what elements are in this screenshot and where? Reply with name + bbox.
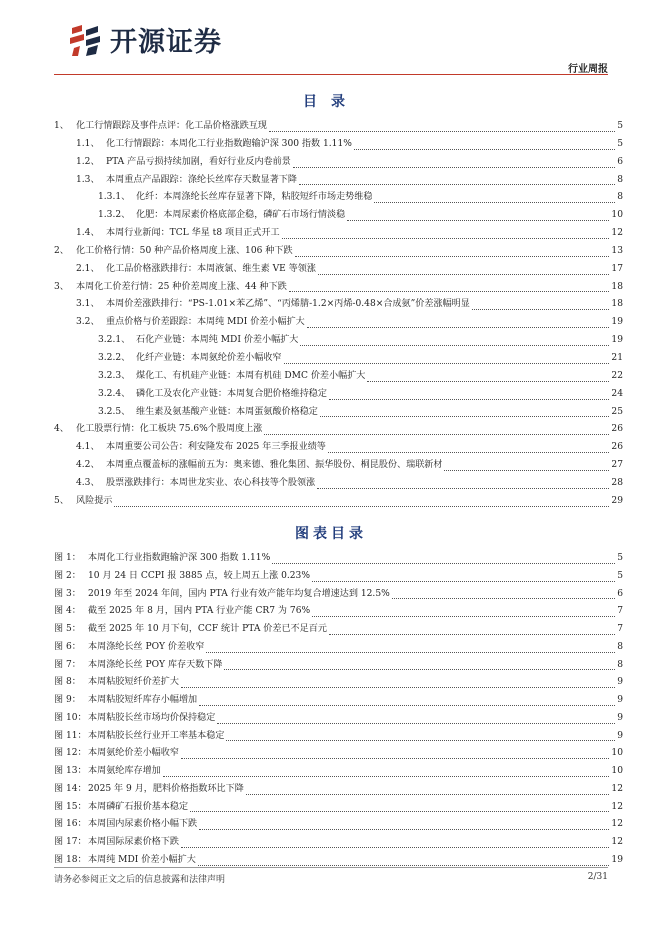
toc-entry-text: 本周重要公司公告：利安隆发布 2025 年三季报业绩等 [106,442,326,453]
figure-entry-text: 截至 2025 年 8 月，国内 PTA 行业产能 CR7 为 76% [88,606,311,617]
toc-entry-text: 重点价格与价差跟踪：本周纯 MDI 价差小幅扩大 [106,317,305,328]
toc-entry-text: 化工股票行情：化工板块 75.6%个股周度上涨 [76,424,263,435]
toc-entry-page: 5 [617,138,623,149]
figure-entry-page: 5 [617,553,623,563]
toc-entry[interactable] [54,243,623,261]
figure-entry-page: 10 [611,748,623,759]
figure-entry-page: 8 [617,641,623,652]
figure-entry-leader [206,652,615,653]
figure-entry[interactable] [54,674,623,692]
toc-entry-page: 21 [611,352,623,363]
figure-entry[interactable] [54,621,623,639]
toc-entry-text: 化纤产业链：本周氨纶价差小幅收窄 [136,352,282,363]
figure-entry-text: 本周涤纶长丝 POY 价差收窄 [88,641,205,652]
figure-entry-text: 本周氨纶库存增加 [88,766,161,777]
toc-entry[interactable] [54,154,623,172]
figure-entry-text: 本周氨纶价差小幅收窄 [88,748,179,759]
figure-index-list [54,550,623,870]
toc-entry-number: 3.2.2、 [98,352,131,363]
figure-entry-text: 本周化工行业指数跑输沪深 300 指数 1.11% [88,553,271,563]
figure-entry-number: 图 9： [54,695,81,706]
figure-entry-number: 图 10： [54,712,87,723]
figure-entry-number: 图 4： [54,606,81,617]
brand-logo [68,20,222,59]
figure-entry[interactable] [54,586,623,604]
toc-entry-page: 13 [611,245,623,256]
toc-entry[interactable] [54,296,623,314]
toc-entry-page: 26 [611,424,623,435]
toc-entry[interactable] [54,332,623,350]
toc-entry-page: 24 [611,388,623,399]
toc-entry-text: 本周重点覆盖标的涨幅前五为：奥来德、雅化集团、振华股份、桐昆股份、瑞联新材 [106,460,443,471]
figure-entry-text: 本周涤纶长丝 POY 库存天数下降 [88,659,223,670]
toc-entry-number: 3.2.5、 [98,406,131,417]
toc-entry-leader [472,309,610,310]
toc-entry[interactable] [54,457,623,475]
figure-entry-leader [181,847,609,848]
figure-entry-page: 9 [617,677,623,688]
toc-entry-text: 本周化工价差行情：25 种价差周度上涨、44 种下跌 [76,281,287,292]
figure-entry[interactable] [54,603,623,621]
toc-entry[interactable] [54,439,623,457]
toc-entry-page: 6 [617,156,623,167]
toc-entry-text: 磷化工及农化产业链：本周复合肥价格维持稳定 [136,388,327,399]
figure-entry-number: 图 8： [54,677,81,688]
figure-entry-page: 9 [617,730,623,741]
toc-entry-leader [264,434,609,435]
toc-entry-number: 1.3.2、 [98,210,131,221]
figure-entry[interactable] [54,728,623,746]
figure-entry-text: 本周磷矿石报价基本稳定 [88,801,189,812]
toc-list [54,118,623,511]
toc-entry-page: 10 [611,210,623,221]
figure-entry-page: 7 [617,606,623,617]
toc-entry-page: 28 [611,477,623,488]
page-number: 2/31 [587,872,608,882]
figure-entry[interactable] [54,692,623,710]
toc-entry-text: 本周价差涨跌排行：“PS-1.01×苯乙烯”、“丙烯腈-1.2×丙烯-0.48×合成氨”价差涨幅明显 [106,299,470,310]
figure-entry-number: 图 16： [54,819,87,830]
toc-entry-leader [374,202,615,203]
toc-entry-leader [299,184,615,185]
toc-entry-number: 3.2、 [76,317,100,328]
figure-entry-page: 12 [611,819,623,830]
figure-entry-number: 图 15： [54,801,87,812]
figure-entry[interactable] [54,550,623,568]
figure-entry[interactable] [54,745,623,763]
toc-entry-page: 27 [611,460,623,471]
toc-entry[interactable] [54,279,623,297]
figure-entry-leader [312,581,615,582]
toc-entry-number: 3.2.1、 [98,335,131,346]
toc-entry-leader [329,399,609,400]
figure-entry-number: 图 11： [54,730,87,741]
footer-divider [54,867,608,868]
figure-entry-number: 图 14： [54,783,87,794]
toc-entry[interactable] [54,207,623,225]
figure-entry-text: 本周粘胶长丝行业开工率基本稳定 [88,730,225,741]
figure-entry-leader [190,811,609,812]
toc-entry-text: 化肥：本周尿素价格底部企稳，磷矿石市场行情淡稳 [136,210,346,221]
figure-entry-text: 本周国际尿素价格下跌 [88,837,179,848]
toc-entry-page: 18 [611,281,623,292]
figure-entry-text: 10 月 24 日 CCPI 报 3885 点，较上周五上涨 0.23% [88,570,310,581]
figure-entry-text: 截至 2025 年 10 月下旬，CCF 统计 PTA 价差已不足百元 [88,624,327,635]
toc-entry-page: 25 [611,406,623,417]
toc-entry[interactable] [54,261,623,279]
figure-entry-text: 2025 年 9 月，肥料价格指数环比下降 [88,783,244,794]
figure-entry-number: 图 7： [54,659,81,670]
toc-entry[interactable] [54,368,623,386]
figure-entry-page: 19 [611,855,623,866]
figure-entry-number: 图 1： [54,553,81,563]
toc-entry-page: 5 [617,121,623,131]
toc-entry-leader [289,291,610,292]
toc-entry-leader [293,167,615,168]
figure-entry-page: 5 [617,570,623,581]
toc-entry-number: 3、 [54,281,69,292]
toc-entry-number: 4.2、 [76,460,100,471]
toc-entry[interactable] [54,118,623,136]
toc-entry-number: 1.4、 [76,228,100,239]
toc-entry[interactable] [54,172,623,190]
toc-entry-leader [114,506,609,507]
figure-entry-text: 本周粘胶短纤价差扩大 [88,677,179,688]
figure-entry-leader [198,865,610,866]
toc-entry-number: 1、 [54,121,69,131]
figure-entry-leader [217,723,615,724]
toc-entry[interactable] [54,386,623,404]
toc-entry-number: 5、 [54,495,69,506]
toc-entry-text: PTA 产品亏损持续加剧，看好行业反内卷前景 [106,156,291,167]
toc-entry-page: 19 [611,335,623,346]
toc-entry-number: 3.2.4、 [98,388,131,399]
toc-entry-text: 维生素及氨基酸产业链：本周蛋氨酸价格稳定 [136,406,318,417]
figure-entry-number: 图 5： [54,624,81,635]
figure-entry[interactable] [54,781,623,799]
figure-entry[interactable] [54,799,623,817]
toc-entry-page: 29 [611,495,623,506]
figure-entry-leader [312,616,615,617]
figure-entry-page: 9 [617,712,623,723]
figure-entry[interactable] [54,568,623,586]
toc-entry[interactable] [54,350,623,368]
figure-entry-number: 图 18： [54,855,87,866]
toc-entry-leader [347,220,609,221]
toc-entry[interactable] [54,314,623,332]
figure-entry[interactable] [54,834,623,852]
brand-name: 开源证券 [110,27,222,58]
figure-entry[interactable] [54,763,623,781]
toc-entry-page: 22 [611,370,623,381]
toc-entry-text: 化纤：本周涤纶长丝库存显著下降，粘胶短纤市场走势维稳 [136,192,373,203]
figure-entry-text: 本周粘胶长丝市场均价保持稳定 [88,712,216,723]
toc-entry[interactable] [54,225,623,243]
toc-entry-leader [444,470,609,471]
toc-entry-leader [367,381,609,382]
toc-entry-leader [320,416,610,417]
footer-disclaimer: 请务必参阅正文之后的信息披露和法律声明 [54,875,226,885]
header-divider [54,74,608,75]
figure-entry-leader [272,563,615,564]
figure-entry-text: 本周粘胶短纤库存小幅增加 [88,695,198,706]
figure-entry-page: 9 [617,695,623,706]
figure-entry-leader [246,794,610,795]
toc-entry-number: 1.2、 [76,156,100,167]
toc-entry[interactable] [54,136,623,154]
toc-entry-text: 化工品价格涨跌排行：本周液氯、维生素 VE 等领涨 [106,263,316,274]
figure-entry[interactable] [54,816,623,834]
figure-entry-page: 12 [611,837,623,848]
figure-entry-leader [163,776,610,777]
figure-entry-text: 2019 年至 2024 年间，国内 PTA 行业有效产能年均复合增速达到 12.5% [88,588,390,599]
toc-entry-number: 1.3.1、 [98,192,131,203]
toc-entry-number: 2、 [54,245,69,256]
figure-entry-leader [226,740,615,741]
figure-entry-page: 10 [611,766,623,777]
toc-entry-number: 4.3、 [76,477,100,488]
figure-entry-page: 8 [617,659,623,670]
toc-entry[interactable] [54,404,623,422]
toc-entry[interactable] [54,421,623,439]
figure-entry-text: 本周国内尿素价格小幅下跌 [88,819,198,830]
toc-entry-leader [284,363,610,364]
toc-entry-page: 12 [611,228,623,239]
toc-entry-text: 本周行业新闻：TCL 华星 t8 项目正式开工 [106,228,280,239]
toc-entry-leader [295,256,610,257]
toc-entry[interactable] [54,493,623,511]
figure-index-title: 图表目录 [295,526,367,542]
figure-entry-leader [224,669,615,670]
figure-entry[interactable] [54,639,623,657]
figure-entry-page: 7 [617,624,623,635]
toc-entry-text: 煤化工、有机硅产业链：本周有机硅 DMC 价差小幅扩大 [136,370,366,381]
toc-entry-page: 26 [611,442,623,453]
figure-entry-number: 图 2： [54,570,81,581]
toc-entry-page: 8 [617,174,623,185]
toc-entry-number: 3.1、 [76,299,100,310]
toc-entry-leader [317,488,609,489]
toc-entry-number: 4、 [54,424,69,435]
report-category: 行业周报 [568,64,608,75]
toc-entry-number: 1.3、 [76,174,100,185]
figure-entry-number: 图 12： [54,748,87,759]
figure-entry-page: 12 [611,801,623,812]
figure-entry-number: 图 17： [54,837,87,848]
toc-entry-leader [282,238,610,239]
toc-entry-text: 本周重点产品跟踪：涤纶长丝库存天数显著下降 [106,174,297,185]
toc-entry-leader [328,452,610,453]
toc-entry-text: 股票涨跌排行：本周世龙实业、农心科技等个股领涨 [106,477,316,488]
toc-entry-text: 石化产业链：本周纯 MDI 价差小幅扩大 [136,335,299,346]
figure-entry-leader [181,758,609,759]
figure-entry[interactable] [54,710,623,728]
toc-entry[interactable] [54,475,623,493]
figure-entry-leader [329,634,615,635]
figure-entry-leader [199,705,615,706]
figure-entry[interactable] [54,657,623,675]
toc-entry[interactable] [54,189,623,207]
figure-entry-leader [392,598,615,599]
toc-entry-number: 2.1、 [76,263,100,274]
figure-entry-leader [181,687,615,688]
toc-entry-leader [318,274,609,275]
figure-entry-text: 本周纯 MDI 价差小幅扩大 [88,855,196,866]
toc-entry-page: 18 [611,299,623,310]
toc-entry-text: 化工行情跟踪及事件点评：化工品价格涨跌互现 [76,121,267,131]
kaiyuan-securities-logo-icon [68,22,104,58]
toc-entry-text: 化工行情跟踪：本周化工行业指数跑输沪深 300 指数 1.11% [106,138,352,149]
figure-entry-number: 图 3： [54,588,81,599]
figure-entry-number: 图 6： [54,641,81,652]
figure-entry-page: 12 [611,783,623,794]
toc-entry-number: 4.1、 [76,442,100,453]
toc-entry-page: 17 [611,263,623,274]
toc-entry-number: 3.2.3、 [98,370,131,381]
figure-entry-page: 6 [617,588,623,599]
toc-entry-leader [307,327,610,328]
toc-entry-leader [300,345,609,346]
toc-entry-leader [354,149,615,150]
figure-entry-leader [199,829,609,830]
toc-entry-text: 风险提示 [76,495,113,506]
figure-entry-number: 图 13： [54,766,87,777]
toc-entry-page: 8 [617,192,623,203]
toc-entry-page: 19 [611,317,623,328]
toc-entry-text: 化工价格行情：50 种产品价格周度上涨、106 种下跌 [76,245,293,256]
toc-entry-leader [269,131,615,132]
page-header [0,0,662,80]
toc-title: 目录 [303,94,359,110]
toc-entry-number: 1.1、 [76,138,100,149]
